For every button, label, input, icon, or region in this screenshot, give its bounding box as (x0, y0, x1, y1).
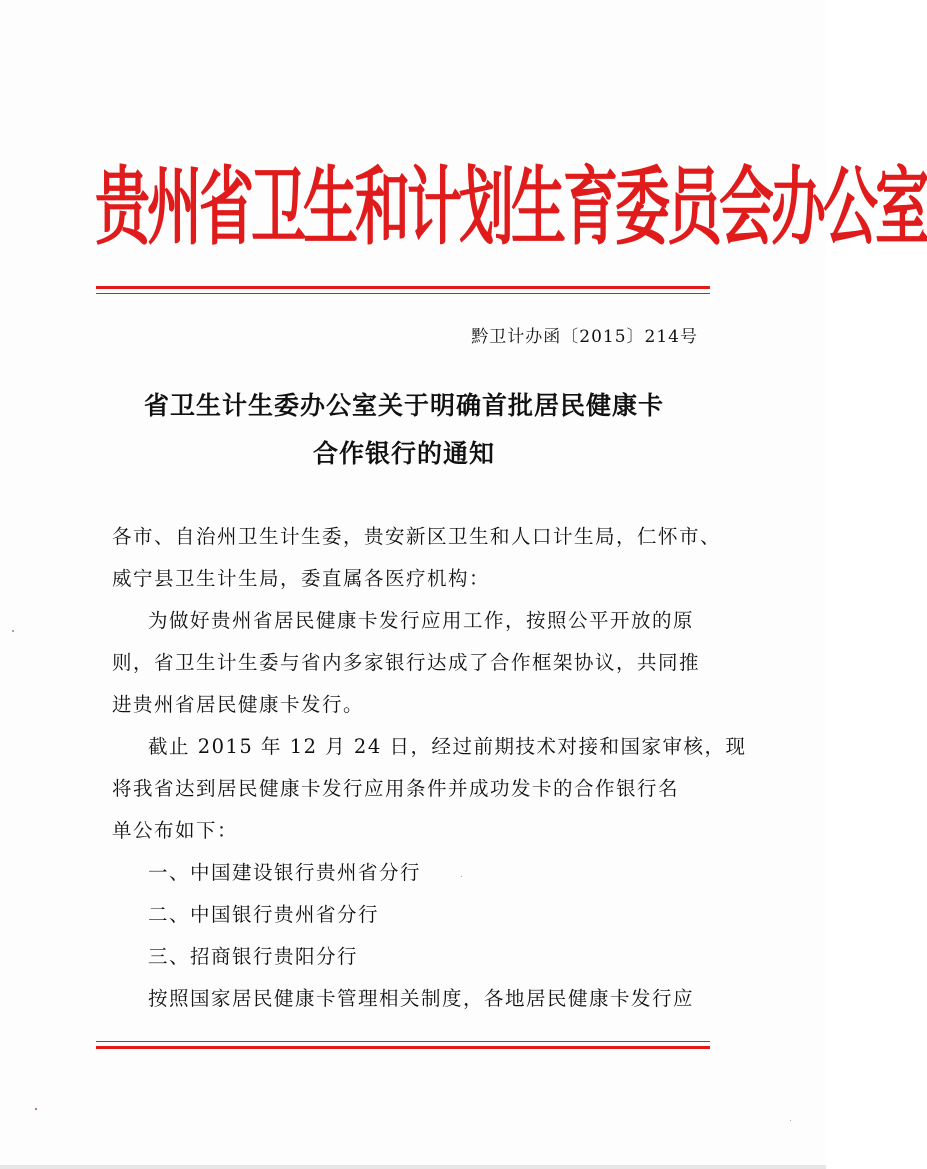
bank-list-item: 二、中国银行贵州省分行 (148, 903, 380, 926)
scan-speck (12, 630, 14, 632)
document-number: 黔卫计办函〔2015〕214号 (471, 327, 698, 347)
issuing-authority-header: 贵州省卫生和计划生育委员会办公室 (95, 157, 927, 257)
footer-rule-thin (96, 1041, 710, 1042)
paragraph-2-line-2: 将我省达到居民健康卡发行应用条件并成功发卡的合作银行名 (112, 777, 680, 800)
header-rule-thin (96, 293, 710, 294)
paragraph-2-line-3: 单公布如下： (112, 819, 239, 842)
scan-speck (461, 876, 462, 877)
bank-list-item: 一、中国建设银行贵州省分行 (148, 861, 422, 884)
scan-edge (0, 1165, 826, 1169)
paragraph-1-line-3: 进贵州省居民健康卡发行。 (112, 693, 365, 716)
paragraph-2-line-1: 截止 2015 年 12 月 24 日，经过前期技术对接和国家审核，现 (148, 735, 747, 758)
recipients-line-2: 威宁县卫生计生局，委直属各医疗机构： (112, 567, 491, 590)
scan-speck (35, 1108, 37, 1110)
recipients-line-1: 各市、自治州卫生计生委，贵安新区卫生和人口计生局，仁怀市、 (112, 525, 722, 548)
header-rule-thick (96, 286, 710, 289)
bank-list-item: 三、招商银行贵阳分行 (148, 945, 359, 968)
paragraph-1-line-1: 为做好贵州省居民健康卡发行应用工作，按照公平开放的原 (148, 609, 695, 632)
paragraph-1-line-2: 则，省卫生计生委与省内多家银行达成了合作框架协议，共同推 (112, 651, 701, 674)
scan-speck (790, 1120, 791, 1121)
document-title-line-2: 合作银行的通知 (312, 439, 495, 468)
footer-rule-thick (96, 1046, 710, 1049)
document-title-line-1: 省卫生计生委办公室关于明确首批居民健康卡 (143, 391, 664, 420)
paragraph-3-line-1: 按照国家居民健康卡管理相关制度，各地居民健康卡发行应 (148, 987, 695, 1010)
